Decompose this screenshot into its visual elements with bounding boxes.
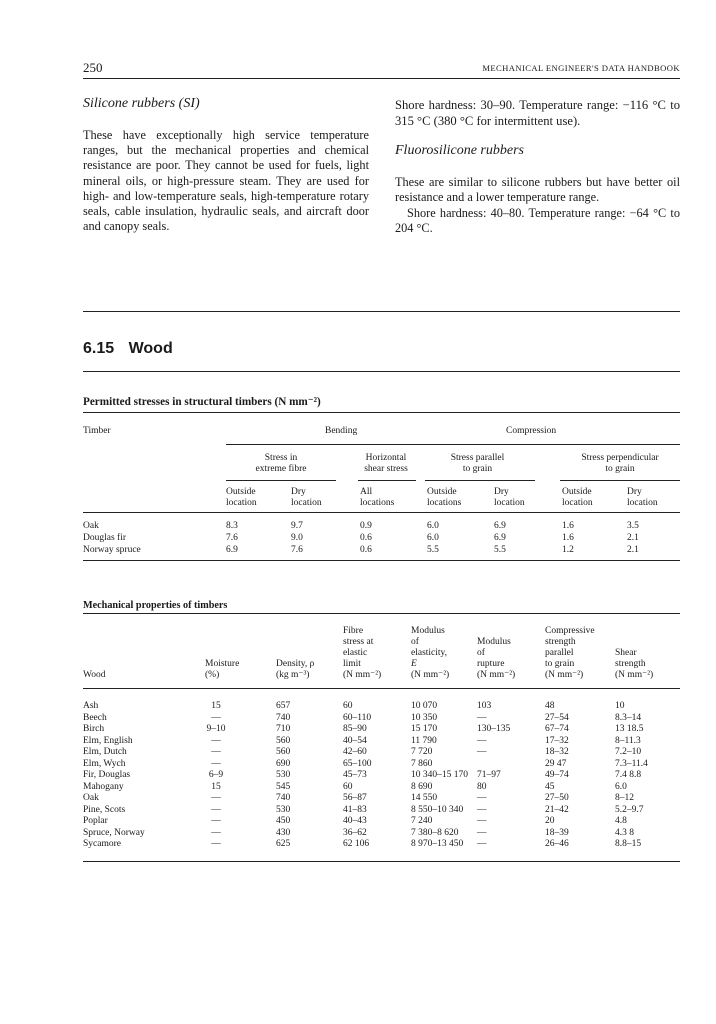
t2-cell-rupture: — (477, 793, 487, 803)
t2-header-modulus-e (411, 626, 449, 681)
t1-col-dry3 (627, 487, 658, 509)
t2-cell-fibre: 60 (343, 701, 353, 711)
t2-cell-density: 710 (276, 724, 291, 734)
table1-title: Permitted stresses in structural timbers (N mm⁻²) (83, 396, 321, 408)
t2-cell-moisture: 15 (211, 781, 221, 792)
t2-cell-density: 430 (276, 827, 291, 838)
t1-col-outside3 (562, 487, 593, 509)
t2-shear-l1: Shear (615, 648, 637, 658)
t2-cell-rupture: — (477, 827, 487, 838)
t1-header-stress-parallel (425, 453, 530, 475)
t2-cell-compressive: 26–46 (545, 839, 569, 849)
t1-cell: 1.2 (562, 545, 574, 555)
t2-cell-compressive: 17–32 (545, 735, 569, 746)
t2-cell-moisture: 15 (211, 701, 221, 711)
t2-cell-fibre: 36–62 (343, 827, 367, 838)
t2-cell-density: 560 (276, 735, 291, 746)
silicone-heading: Silicone rubbers (SI) (83, 96, 200, 111)
t2-row-name: Elm, English (83, 735, 133, 746)
t2-cell-density: 740 (276, 793, 291, 803)
t1-extreme-fibre: extreme fibre (255, 464, 307, 474)
t2-cell-fibre: 60 (343, 781, 353, 792)
t2-fibre-l3: elastic (343, 648, 368, 658)
t2-cell-elasticity: 14 550 (411, 793, 438, 803)
t2-cell-density: 450 (276, 816, 291, 826)
t2-row-name: Ash (83, 701, 99, 711)
t2-cell-rupture: 71–97 (477, 770, 501, 780)
t2-comp-l5: (N mm⁻²) (545, 670, 584, 680)
t1-cell: 2.1 (627, 545, 639, 555)
t1-rule-sub-2 (358, 480, 416, 481)
t2-cell-rupture: 80 (477, 781, 487, 792)
t2-cell-rupture: — (477, 747, 487, 757)
t2-mod-r-l4: (N mm⁻²) (477, 670, 516, 680)
t2-cell-shear: 6.0 (615, 781, 627, 792)
t2-fibre-l4: limit (343, 659, 361, 669)
t2-fibre-l2: stress at (343, 637, 374, 647)
t2-cell-density: 560 (276, 747, 291, 757)
t2-cell-compressive: 27–50 (545, 793, 569, 803)
t2-cell-elasticity: 10 070 (411, 701, 438, 711)
t1-cell: 6.9 (494, 521, 506, 531)
t1-dry-label-3: Dry (627, 487, 642, 497)
t1-row-name: Oak (83, 521, 99, 531)
t2-row-name: Elm, Dutch (83, 747, 127, 757)
t2-cell-moisture: — (211, 758, 221, 769)
t2-cell-compressive: 49–74 (545, 770, 569, 780)
fluorosilicone-heading: Fluorosilicone rubbers (395, 143, 524, 158)
t2-fibre-l5: (N mm⁻²) (343, 670, 382, 680)
t1-header-horizontal (353, 453, 419, 475)
t2-cell-fibre: 45–73 (343, 770, 367, 780)
t1-all-label: All (360, 487, 373, 497)
t2-cell-compressive: 21–42 (545, 804, 569, 815)
t2-cell-moisture: 6–9 (208, 770, 224, 780)
t2-comp-l1: Compressive (545, 626, 595, 636)
t2-cell-moisture: — (211, 747, 221, 757)
t2-cell-moisture: — (211, 712, 221, 723)
t2-header-density (276, 659, 314, 681)
t2-cell-moisture: — (211, 804, 221, 815)
t2-density-l1: Density, ρ (276, 659, 315, 669)
t1-dry-label: Dry (291, 487, 306, 497)
t1-to-grain: to grain (462, 464, 493, 474)
t1-cell: 2.1 (627, 533, 639, 543)
t2-shear-l2: strength (615, 659, 646, 669)
t2-cell-shear: 8–11.3 (615, 735, 641, 746)
t2-mod-r-l3: rupture (477, 659, 505, 669)
t2-cell-density: 530 (276, 804, 291, 815)
t2-cell-compressive: 48 (545, 701, 555, 711)
t1-location-label-5: location (627, 498, 658, 508)
t2-comp-l3: parallel (545, 648, 574, 658)
t2-cell-shear: 8–12 (615, 793, 634, 803)
t2-cell-density: 657 (276, 701, 291, 711)
t2-cell-fibre: 85–90 (343, 724, 367, 734)
t1-outside-label: Outside (226, 487, 256, 497)
t2-cell-moisture: — (211, 839, 221, 849)
t1-row-name: Douglas fir (83, 533, 127, 543)
t1-col-outside (226, 487, 257, 509)
t1-cell: 1.6 (562, 533, 574, 543)
t2-header-compressive (545, 626, 595, 681)
t2-cell-shear: 7.2–10 (615, 747, 642, 757)
t2-cell-elasticity: 15 170 (411, 724, 438, 734)
t2-cell-moisture: — (211, 735, 221, 746)
t2-row-name: Fir, Douglas (83, 770, 131, 780)
t2-cell-density: 690 (276, 758, 291, 769)
t1-header-compression: Compression (506, 426, 557, 436)
t2-row-name: Birch (83, 724, 105, 734)
t1-stress-in: Stress in (264, 453, 298, 463)
t1-header-stress-perp (560, 453, 680, 475)
t2-cell-fibre: 41–83 (343, 804, 367, 815)
t1-rule-group (226, 444, 680, 445)
section-title: Wood (128, 340, 173, 357)
fluorosilicone-paragraph-2: Shore hardness: 40–80. Temperature range: −64 °C to 204 °C. (395, 206, 680, 236)
running-title: MECHANICAL ENGINEER'S DATA HANDBOOK (482, 63, 680, 73)
t1-cell: 3.5 (627, 521, 639, 531)
t1-to-grain-2: to grain (605, 464, 635, 474)
t1-cell: 7.6 (226, 533, 238, 543)
t1-col-outside2 (427, 487, 461, 509)
t2-row-name: Poplar (83, 816, 108, 826)
t2-mod-r-l1: Modulus (477, 637, 511, 647)
t1-rule-sub-4 (560, 480, 680, 481)
t2-cell-elasticity: 10 350 (411, 712, 438, 723)
t1-outside-label-2: Outside (427, 487, 457, 497)
fluorosilicone-paragraph-1: These are similar to silicone rubbers but have better oil resistance and a lower temperature range. (395, 175, 680, 205)
t2-row-name: Pine, Scots (83, 804, 126, 815)
t2-cell-moisture: — (211, 827, 221, 838)
t1-cell: 9.0 (291, 533, 303, 543)
t1-cell: 1.6 (562, 521, 574, 531)
t2-header-wood: Wood (83, 670, 106, 680)
t1-header-timber: Timber (83, 426, 111, 436)
t1-dry-label-2: Dry (494, 487, 509, 497)
t2-cell-shear: 4.8 (615, 816, 627, 826)
t1-cell: 5.5 (494, 545, 506, 555)
t2-cell-compressive: 67–74 (545, 724, 569, 734)
table1-rule-top (83, 412, 680, 413)
t2-cell-rupture: — (477, 712, 487, 723)
t2-cell-elasticity: 11 790 (411, 735, 437, 746)
t2-header-fibre (343, 626, 381, 681)
t2-row-name: Sycamore (83, 839, 121, 849)
t2-row-name: Mahogany (83, 781, 124, 792)
t1-header-bending: Bending (325, 426, 358, 436)
t2-row-name: Elm, Wych (83, 758, 126, 769)
t2-cell-fibre: 56–87 (343, 793, 367, 803)
t2-cell-fibre: 65–100 (343, 758, 372, 769)
t2-fibre-l1: Fibre (343, 626, 364, 636)
t2-cell-shear: 4.3 8 (615, 827, 634, 838)
t1-rule-header-bottom (83, 512, 680, 513)
page-number: 250 (83, 60, 103, 75)
t2-comp-l2: strength (545, 637, 576, 647)
t1-rule-sub-1 (226, 480, 336, 481)
t2-rule-header-bottom (83, 688, 680, 689)
t1-location-label-3: location (494, 498, 525, 508)
t2-mod-r-l2: of (477, 648, 485, 658)
section-rule-bottom (83, 371, 680, 372)
t1-locations-label-2: locations (427, 498, 462, 508)
t2-cell-rupture: — (477, 804, 487, 815)
t2-mod-e-l4: E (411, 659, 417, 669)
t1-rule-bottom (83, 560, 680, 561)
t2-cell-compressive: 18–32 (545, 747, 569, 757)
t2-cell-compressive: 45 (545, 781, 555, 792)
t2-cell-compressive: 18–39 (545, 827, 569, 838)
silicone-paragraph: These have exceptionally high service temperature ranges, but the mechanical properties and chemical resistance are poor. They cannot be used for fuels, light mineral oils, or high-pressure steam. They are used for high- and low-temperature seals, high-temperature rotary seals, cable insulation, hydraulic seals, and aircraft door and canopy seals. (83, 128, 369, 234)
t2-mod-e-l1: Modulus (411, 626, 445, 636)
t2-header-modulus-r (477, 637, 515, 681)
t1-cell: 9.7 (291, 521, 303, 531)
section-heading (83, 340, 173, 358)
t2-cell-elasticity: 7 860 (411, 758, 433, 769)
t1-cell: 6.0 (427, 521, 439, 531)
section-rule-top (83, 311, 680, 312)
t2-cell-rupture: — (477, 816, 487, 826)
t1-cell: 0.6 (360, 533, 372, 543)
t2-mod-e-l2: of (411, 637, 419, 647)
t2-row-name: Spruce, Norway (83, 827, 145, 838)
t2-cell-compressive: 29 47 (545, 758, 567, 769)
t2-cell-rupture: — (477, 735, 487, 746)
t1-rule-sub-3 (425, 480, 535, 481)
table2-rule-top (83, 613, 680, 614)
t2-header-shear (615, 648, 653, 681)
t2-cell-shear: 8.8–15 (615, 839, 642, 849)
table2-title: Mechanical properties of timbers (83, 600, 228, 611)
t2-cell-fibre: 62 106 (343, 839, 370, 849)
t2-cell-shear: 13 18.5 (615, 724, 644, 734)
t2-cell-elasticity: 8 690 (411, 781, 433, 792)
t2-moisture-l2: (%) (205, 670, 220, 680)
t2-cell-elasticity: 8 970–13 450 (411, 839, 464, 849)
t1-col-all (360, 487, 394, 509)
t1-row-name: Norway spruce (83, 545, 141, 555)
t2-header-moisture (205, 659, 239, 681)
t2-cell-fibre: 60–110 (343, 712, 372, 723)
t2-cell-shear: 5.2–9.7 (615, 804, 644, 815)
t1-cell: 8.3 (226, 521, 238, 531)
t1-outside-label-3: Outside (562, 487, 592, 497)
t2-density-l2: (kg m⁻³) (276, 670, 310, 680)
t1-cell: 6.9 (226, 545, 238, 555)
t2-comp-l4: to grain (545, 659, 575, 669)
shore-hardness-text: Shore hardness: 30–90. Temperature range: −116 °C to 315 °C (380 °C for intermittent use). (395, 98, 680, 128)
t2-cell-moisture: — (211, 816, 221, 826)
t1-stress-perp: Stress perpendicular (581, 453, 659, 463)
t2-shear-l3: (N mm⁻²) (615, 670, 654, 680)
t2-cell-moisture: 9–10 (206, 724, 226, 734)
t2-cell-elasticity: 10 340–15 170 (411, 770, 468, 780)
t2-cell-moisture: — (211, 793, 221, 803)
t1-col-dry2 (494, 487, 525, 509)
t2-cell-shear: 8.3–14 (615, 712, 642, 723)
t1-cell: 7.6 (291, 545, 303, 555)
t1-cell: 6.0 (427, 533, 439, 543)
t2-cell-shear: 7.4 8.8 (615, 770, 642, 780)
t2-cell-elasticity: 7 240 (411, 816, 433, 826)
t1-cell: 0.6 (360, 545, 372, 555)
t1-stress-parallel: Stress parallel (450, 453, 505, 463)
t1-location-label: location (226, 498, 257, 508)
t2-cell-density: 530 (276, 770, 291, 780)
t1-cell: 0.9 (360, 521, 372, 531)
t1-cell: 5.5 (427, 545, 439, 555)
t2-cell-elasticity: 8 550–10 340 (411, 804, 464, 815)
t1-locations-label: locations (360, 498, 395, 508)
t2-cell-elasticity: 7 380–8 620 (411, 827, 459, 838)
t2-moisture-l1: Moisture (205, 659, 240, 669)
t2-mod-e-l5: (N mm⁻²) (411, 670, 450, 680)
t1-cell: 6.9 (494, 533, 506, 543)
t1-col-dry (291, 487, 322, 509)
t1-shear-stress: shear stress (364, 464, 408, 474)
t1-location-label-2: location (291, 498, 322, 508)
header-rule (83, 78, 680, 79)
t2-cell-fibre: 40–54 (343, 735, 367, 746)
t2-cell-rupture: 103 (477, 701, 492, 711)
t2-mod-e-l3: elasticity, (411, 648, 448, 658)
t2-cell-density: 740 (276, 712, 291, 723)
t1-header-stress-in (226, 453, 336, 475)
t2-cell-shear: 7.3–11.4 (615, 758, 648, 769)
t2-cell-rupture: 130–135 (477, 724, 511, 734)
t2-cell-elasticity: 7 720 (411, 747, 433, 757)
t2-cell-compressive: 27–54 (545, 712, 569, 723)
section-number: 6.15 (83, 340, 115, 357)
t1-horizontal: Horizontal (365, 453, 407, 463)
t2-rule-bottom (83, 861, 680, 862)
t1-location-label-4: location (562, 498, 593, 508)
t2-cell-compressive: 20 (545, 816, 555, 826)
t2-cell-density: 545 (276, 781, 291, 792)
t2-cell-density: 625 (276, 839, 291, 849)
t2-cell-rupture: — (477, 839, 487, 849)
t2-cell-fibre: 40–43 (343, 816, 367, 826)
t2-cell-shear: 10 (615, 701, 625, 711)
t2-row-name: Beech (83, 712, 107, 723)
t2-row-name: Oak (83, 793, 99, 803)
t2-cell-fibre: 42–60 (343, 747, 367, 757)
